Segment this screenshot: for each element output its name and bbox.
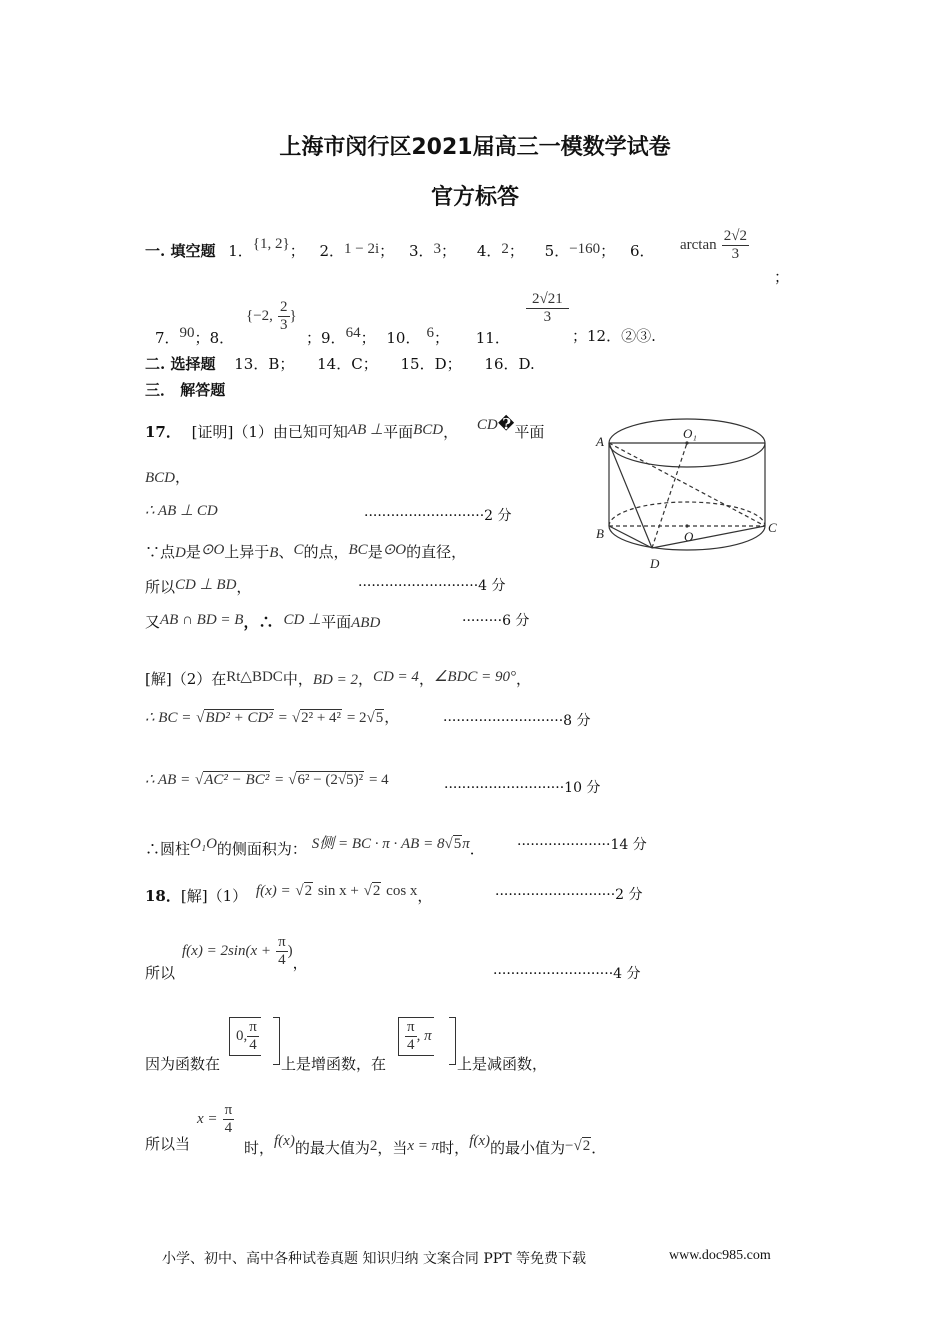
math: BCD [413, 422, 444, 438]
score-2: 2 分 [615, 887, 643, 903]
fraction-denominator: 4 [249, 1037, 257, 1053]
score-dots: ·····················14 分 [517, 837, 647, 853]
text: ， [357, 670, 373, 688]
fill-blank-row-1 [145, 236, 655, 261]
math: ∠BDC = 90° [433, 669, 517, 685]
q17-line-4 [145, 540, 466, 562]
math: 0, [236, 1028, 248, 1044]
text: ． [469, 840, 485, 858]
score-dots: ···························4 分 [358, 578, 506, 594]
score-14: 14 分 [610, 837, 647, 853]
math: CD [476, 417, 498, 433]
math: ∴ BC = [145, 710, 192, 726]
math: BCD [145, 470, 175, 486]
sqrt-content: 5 [453, 836, 462, 852]
q6-answer [680, 228, 749, 263]
q17-area-line [145, 832, 485, 859]
diag-D-O1 [652, 443, 687, 548]
q18-line-2-formula [182, 934, 308, 973]
bracket-close [273, 1017, 280, 1065]
fraction-numerator: π [249, 1019, 257, 1035]
text: ， [417, 887, 433, 905]
math: B [269, 545, 279, 561]
missing-glyph: � [497, 415, 515, 433]
text: 、 [278, 543, 294, 561]
sqrt-sign: √ [195, 772, 204, 788]
text: ， [418, 670, 434, 688]
page-title: 上海市闵行区2021届高三一模数学试卷 [279, 135, 671, 160]
math: − [565, 1138, 574, 1154]
label-A: A [596, 434, 604, 449]
fraction-numerator: 2√21 [526, 291, 569, 309]
math: x = [197, 1111, 218, 1127]
math: ⊙O [200, 542, 225, 558]
label-C: C [768, 520, 777, 535]
arctan-text: arctan [680, 237, 717, 253]
q2-answer: 1 − 2i [344, 241, 380, 257]
q17-part2-line-1 [145, 667, 531, 689]
q17-number: 17． [145, 423, 181, 441]
math: , π [416, 1028, 432, 1044]
section3-label: 三． 解答题 [145, 381, 226, 399]
q7-answer: 90 [179, 325, 195, 341]
q3-answer: 3 [433, 241, 442, 257]
q8-answer [246, 299, 297, 334]
text: 的最小值为 [490, 1139, 566, 1157]
fraction-denominator: 4 [278, 952, 286, 968]
pi-over-4 [223, 1102, 235, 1137]
separator: ； [289, 242, 305, 260]
edge-AD [609, 443, 652, 548]
math: = [274, 772, 284, 788]
score-6: 6 分 [502, 613, 530, 629]
fraction-numerator: π [407, 1019, 415, 1035]
math: ⊙O [382, 542, 407, 558]
q11-answer [526, 291, 569, 326]
q15-answer: 15．D； [400, 355, 462, 373]
math: BD = 2 [312, 672, 358, 688]
score-10: 10 分 [564, 780, 601, 796]
sqrt-content: 6² − (2√5)² [297, 772, 364, 788]
interval-increasing [229, 1017, 261, 1056]
fill-blank-row-2b [306, 325, 510, 348]
text: 的直径， [406, 543, 467, 561]
sqrt-sign: √ [291, 710, 301, 726]
q17-bc-line [145, 706, 399, 727]
separator: ； [441, 242, 457, 260]
text: ， [443, 423, 459, 441]
fraction-numerator: π [224, 1102, 233, 1118]
text: 中， [282, 670, 313, 688]
cylinder-figure [592, 408, 782, 576]
q6-number: 6． [629, 242, 655, 260]
text: 平面 [383, 423, 414, 441]
fraction-denominator: 4 [407, 1037, 415, 1053]
q17-line-2 [145, 466, 190, 487]
score-dots: ·········6 分 [462, 613, 530, 629]
q17-line-1 [145, 415, 544, 442]
q10-number: 10． [386, 329, 421, 347]
math: BC [348, 542, 368, 558]
q6-fraction [722, 228, 749, 263]
q18-line-4-rest [244, 1133, 606, 1158]
score-dots: ···························8 分 [443, 713, 591, 729]
text: 是 [185, 543, 201, 561]
fraction-numerator: 2√2 [723, 228, 747, 244]
q17-line-5 [145, 575, 251, 597]
separator: ； [433, 329, 449, 347]
label-O: O [684, 529, 694, 544]
q13-answer: 13．B； [234, 355, 295, 373]
sqrt-content: 2² + 4² [301, 710, 342, 726]
math: ABD [351, 615, 381, 631]
q4-answer: 2 [501, 241, 509, 257]
q12-number: 12． [587, 327, 622, 345]
math: ∴ AB ⊥ CD [145, 503, 218, 519]
math: AB ⊥ [347, 422, 384, 438]
fraction-denominator: 3 [543, 309, 552, 325]
q9-number: 9． [321, 329, 346, 347]
math: = 4 [368, 772, 389, 788]
text: 时， [244, 1139, 275, 1157]
math: ∴ AB = [145, 772, 191, 788]
separator: ； [508, 242, 524, 260]
edge-DC [652, 526, 765, 548]
math: Rt△BDC [226, 669, 283, 685]
fraction-denominator: 4 [224, 1120, 233, 1136]
text: 平面 [321, 613, 352, 631]
q5-answer: −160 [569, 241, 601, 257]
score-dots: ···························2 分 [364, 508, 512, 524]
footer-left: 小学、初中、高中各种试卷真题 知识归纳 文案合同 PPT 等免费下载 [162, 1251, 586, 1267]
text: 的点， [303, 543, 349, 561]
text: [解]（2）在 [145, 670, 227, 688]
math: 2 [369, 1138, 378, 1154]
bracket-open [229, 1017, 261, 1056]
sqrt-content: 2 [582, 1138, 591, 1154]
separator: ； [379, 242, 395, 260]
q11-number: 11． [475, 329, 510, 347]
fill-blank-row-2 [155, 325, 234, 348]
q18-number: 18． [145, 887, 181, 905]
q4-number: 4． [476, 242, 502, 260]
text: ， [236, 578, 252, 596]
q17-line-3 [145, 501, 218, 520]
fraction-denominator: 3 [280, 317, 288, 333]
math: f(x) [469, 1133, 491, 1149]
math: S侧 = BC · π · AB = 8 [311, 836, 445, 852]
text: ． [591, 1139, 607, 1157]
text: ， [175, 468, 191, 486]
interval-decreasing [398, 1017, 434, 1056]
score-dots: ···························4 分 [493, 966, 641, 982]
sqrt-sign: √ [363, 883, 372, 899]
score-8: 8 分 [563, 713, 591, 729]
pi-over-4 [247, 1019, 259, 1054]
math: ) [287, 943, 293, 959]
text: 时， [439, 1139, 470, 1157]
sqrt-sign: √ [295, 883, 304, 899]
text: ， [384, 708, 400, 726]
math: f(x) = [255, 883, 291, 899]
sqrt-sign: √ [366, 710, 375, 726]
sqrt-content: BD² + CD² [205, 710, 273, 726]
q18-x-equals-pi4 [197, 1102, 234, 1137]
q18-line-1 [145, 883, 432, 906]
math: AB ∩ BD = B [160, 612, 244, 628]
math: CD = 4 [372, 669, 419, 685]
sqrt-content: 2 [372, 883, 381, 899]
pi-over-4 [405, 1019, 417, 1054]
q17-line-6 [145, 610, 380, 632]
math: D [175, 545, 186, 561]
score-dots: ···························10 分 [444, 780, 601, 796]
separator: ； [306, 329, 322, 347]
choice-row [145, 353, 535, 374]
math: π [462, 836, 470, 852]
sqrt-sign: √ [444, 836, 453, 852]
q7-number: 7． [155, 329, 180, 347]
edge-BD [609, 526, 652, 548]
text: 所以 [145, 578, 176, 596]
text: 上异于 [224, 543, 270, 561]
text: ∴圆柱 [145, 840, 191, 858]
fill-blank-row-2c [572, 325, 656, 346]
math: = [278, 710, 288, 726]
label-B: B [596, 526, 604, 541]
diag-AC [609, 443, 765, 526]
q18-line-2-label: 所以 [145, 964, 176, 982]
text: ，∴ [243, 613, 274, 631]
center-O1 [685, 441, 688, 444]
sqrt-content: 2 [304, 883, 313, 899]
bracket-close [449, 1017, 456, 1065]
text: 的侧面积为： [216, 840, 307, 858]
text: 平面 [514, 423, 545, 441]
center-O [685, 524, 688, 527]
q9-answer: 64 [345, 325, 361, 341]
math: CD ⊥ BD [175, 577, 237, 593]
fraction-denominator: 3 [731, 246, 740, 262]
text: ， [516, 670, 532, 688]
score-dots: ···························2 分 [495, 887, 643, 903]
math: cos x [386, 883, 418, 899]
footer-url[interactable]: www.doc985.com [669, 1248, 771, 1263]
score-4: 4 分 [478, 578, 506, 594]
fraction-numerator: 2 [280, 299, 288, 315]
q17-ab-line [145, 770, 389, 789]
text: [证明]（1）由已知可知 [191, 423, 348, 441]
q11-fraction [526, 291, 569, 326]
q18-line-4-label: 所以当 [145, 1135, 191, 1153]
math: O₁O [190, 836, 217, 852]
text: ， [292, 954, 308, 972]
q18-line-3-mid: 上是增函数，在 [281, 1055, 387, 1073]
math: CD ⊥ [283, 612, 322, 628]
text: ，当 [377, 1139, 408, 1157]
fraction-numerator: π [278, 934, 286, 950]
q14-answer: 14．C； [317, 355, 378, 373]
text: 的最大值为 [294, 1139, 370, 1157]
sqrt-sign: √ [196, 710, 205, 726]
sqrt-content: 5 [375, 710, 384, 726]
separator: ； [572, 327, 588, 345]
sqrt-content: AC² − BC² [204, 772, 270, 788]
separator: ； [360, 329, 376, 347]
q12-answer: ②③. [621, 327, 656, 345]
q10-answer: 6 [426, 325, 434, 341]
section2-label: 二. 选择题 [145, 355, 216, 373]
score-4: 4 分 [613, 966, 641, 982]
math: f(x) [274, 1133, 295, 1149]
separator: ； [600, 242, 616, 260]
q1-number: 1． [228, 242, 253, 260]
separator: ； [194, 329, 210, 347]
pi-over-4 [276, 934, 288, 969]
page-subtitle: 官方标答 [430, 185, 519, 210]
q16-answer: 16．D. [484, 355, 535, 373]
text: 又 [145, 613, 161, 631]
math: f(x) = 2sin(x + [182, 943, 271, 959]
section1-label: 一. 填空题 [145, 242, 216, 260]
q3-number: 3． [408, 242, 434, 260]
q1-answer: {1, 2} [252, 236, 290, 252]
text: 是 [367, 543, 383, 561]
score-2: 2 分 [484, 508, 512, 524]
sqrt-sign: √ [288, 772, 297, 788]
math: C [293, 542, 304, 558]
q18-line-3-end: 上是减函数， [457, 1055, 548, 1073]
math: x = π [407, 1138, 440, 1154]
q5-number: 5． [544, 242, 570, 260]
label-D: D [650, 556, 660, 571]
sqrt-sign: √ [573, 1138, 582, 1154]
q8-number: 8． [209, 329, 235, 347]
q8-fraction [278, 299, 290, 334]
q2-number: 2． [319, 242, 345, 260]
set-close: } [289, 308, 297, 324]
separator: ； [774, 268, 790, 286]
q18-line-3-label: 因为函数在 [145, 1055, 221, 1073]
text: ∵点 [145, 543, 176, 561]
text: [解]（1） [180, 887, 248, 905]
bracket-open [398, 1017, 434, 1056]
math: sin x + [317, 883, 359, 899]
math: = 2 [346, 710, 367, 726]
label-O1: O₁ [683, 426, 697, 441]
set-open: {−2, [246, 308, 273, 324]
